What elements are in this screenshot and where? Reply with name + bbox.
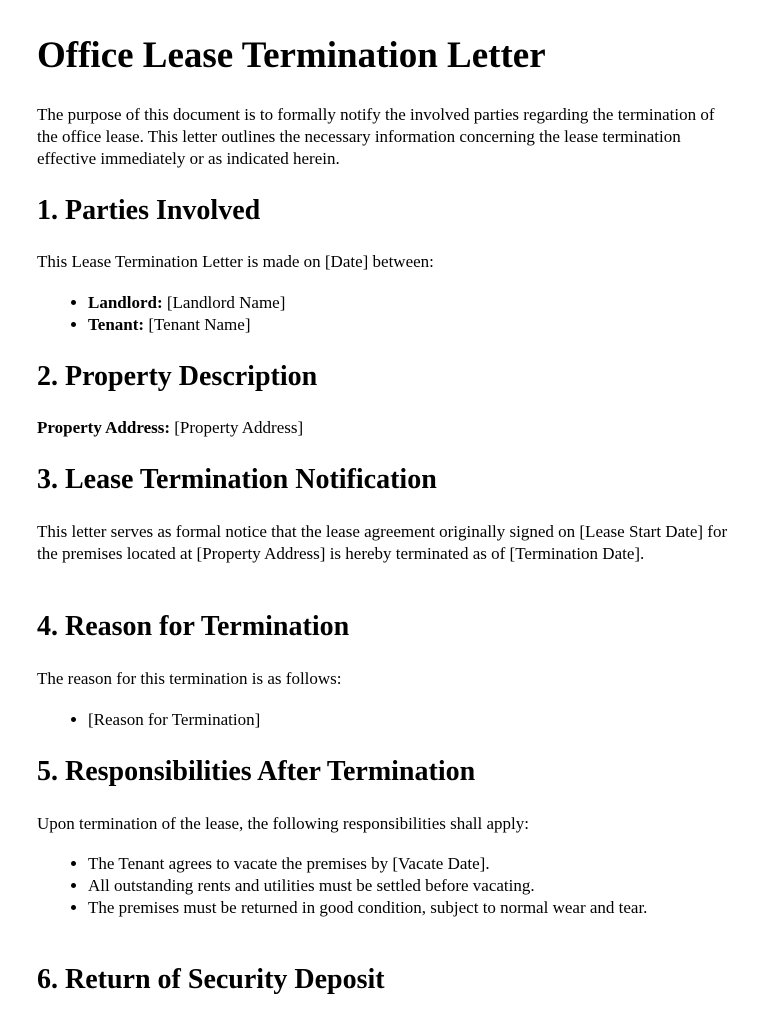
section-3-heading: 3. Lease Termination Notification bbox=[37, 464, 437, 495]
reason-list bbox=[37, 709, 737, 731]
tenant-label: Tenant: bbox=[88, 315, 145, 334]
section-1-heading: 1. Parties Involved bbox=[37, 195, 261, 226]
property-address-line bbox=[37, 417, 737, 439]
parties-list bbox=[37, 292, 737, 336]
section-1-text: This Lease Termination Letter is made on [Date] between: bbox=[37, 252, 434, 271]
property-address-value: [Property Address] bbox=[170, 418, 304, 437]
list-item bbox=[88, 292, 737, 314]
list-item: • The Tenant agrees to vacate the premises by [Vacate Date]. bbox=[88, 853, 737, 875]
landlord-label: Landlord: bbox=[88, 293, 163, 312]
section-4-text: The reason for this termination is as follows: bbox=[37, 669, 342, 688]
responsibilities-list bbox=[37, 853, 737, 919]
property-address-label: Property Address: bbox=[37, 418, 171, 437]
section-6-heading: 6. Return of Security Deposit bbox=[37, 964, 385, 995]
section-4-heading: 4. Reason for Termination bbox=[37, 611, 350, 642]
section-2-heading: 2. Property Description bbox=[37, 361, 318, 392]
list-item: • All outstanding rents and utilities must be settled before vacating. bbox=[88, 875, 737, 897]
list-item bbox=[88, 314, 737, 336]
section-5-heading: 5. Responsibilities After Termination bbox=[37, 756, 476, 787]
intro-paragraph: The purpose of this document is to formally notify the involved parties regarding the termination of the office lease. This letter outlines the necessary information concerning the lease termination effective immediately or as indicated herein. bbox=[37, 105, 715, 168]
list-item: • [Reason for Termination] bbox=[88, 709, 737, 731]
landlord-value: [Landlord Name] bbox=[162, 293, 286, 312]
section-5-text: Upon termination of the lease, the following responsibilities shall apply: bbox=[37, 814, 529, 833]
tenant-value: [Tenant Name] bbox=[144, 315, 251, 334]
list-item: • The premises must be returned in good condition, subject to normal wear and tear. bbox=[88, 897, 737, 919]
document-title: Office Lease Termination Letter bbox=[37, 35, 546, 76]
section-3-text: This letter serves as formal notice that the lease agreement originally signed on [Lease Start Date] for the premises located at [Property Address] is hereby terminated as of [Termination Date]. bbox=[37, 522, 728, 563]
